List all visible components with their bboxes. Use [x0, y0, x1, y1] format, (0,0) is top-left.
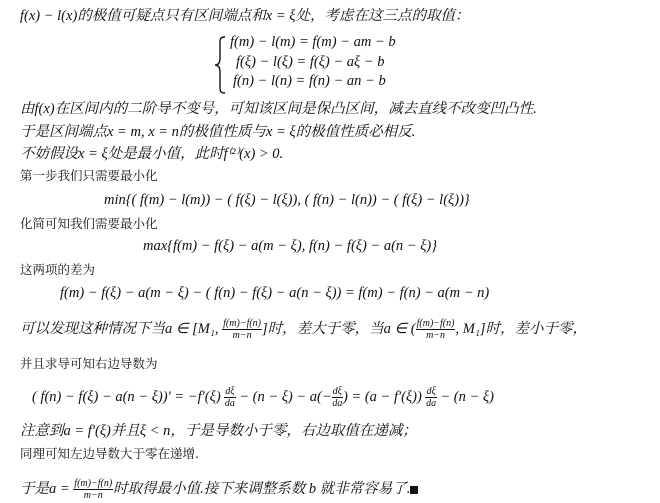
qed-square-icon: [410, 486, 418, 494]
sign-analysis-part-a: 可以发现这种情况下当a ∈ [M₁,: [20, 320, 219, 337]
text-line-simplify: 化简可知我们需要最小化: [20, 216, 158, 231]
equation-difference: f(m) − f(ξ) − a(m − ξ) − ( f(n) − f(ξ) − a(n − ξ)) = f(m) − f(n) − a(m − n): [60, 285, 490, 301]
fraction-slope: $\frac{f(m)-f(n)}{m-n}$: [223, 318, 262, 341]
text-line-conclusion: 于是a = $\frac{f(m)-f(n)}{m-n}$ 时取得最小值.接下来调整系数 b 就非常容易了.: [20, 478, 418, 501]
text-line-extrema-candidates: f(x) − l(x)的极值可疑点只有区间端点和x = ξ处，考虑在这三点的取值：: [20, 8, 470, 24]
equation-min: min{( f(m) − l(m)) − ( f(ξ) − l(ξ)), ( f(n) − l(n)) − ( f(ξ) − l(ξ))}: [104, 192, 470, 208]
equation-max: max{f(m) − f(ξ) − a(m − ξ), f(n) − f(ξ) − a(n − ξ)}: [143, 238, 438, 254]
sign-analysis-part-c: , M₁]时，差小于零，: [455, 320, 587, 337]
text-line-difference: 这两项的差为: [20, 262, 96, 277]
fraction-final: $\frac{f(m)-f(n)}{m-n}$: [74, 478, 113, 501]
system-brace: [214, 36, 224, 92]
text-line-sign-analysis: [20, 318, 587, 341]
text-line-convexity: 由f(x)在区间内的二阶导不变号，可知该区间是保凸区间，减去直线不改变凹凸性.: [20, 101, 537, 117]
equation-f-m: f(m) − l(m) = f(m) − am − b: [230, 34, 396, 50]
equation-derivative: ( f(n) − f(ξ) − a(n − ξ))′ = −f′(ξ) $\frac{d\xi}{da}$ − (n − ξ) − a(− $\frac{d\xi}{da}$ ) = (a − f′(ξ)) $\frac{d\xi}{da}$ − (n − ξ): [32, 386, 494, 409]
fraction-dxi-da-3: $\frac{d\xi}{da}$: [426, 386, 437, 409]
fraction-slope-2: $\frac{f(m)-f(n)}{m-n}$: [416, 318, 455, 341]
fraction-dxi-da-1: $\frac{d\xi}{da}$: [224, 386, 235, 409]
text-line-endpoints: 于是区间端点x = m, x = n的极值性质与x = ξ的极值性质必相反.: [20, 124, 416, 140]
text-line-note: 注意到a = f′(ξ)并且ξ < n，于是导数小于零，右边取值在递减；: [20, 423, 417, 439]
text-line-derivative: 并且求导可知右边导数为: [20, 356, 158, 371]
fraction-dxi-da-2: $\frac{d\xi}{da}$: [332, 386, 343, 409]
text-line-assume-minimum: 不妨假设x = ξ处是最小值，此时f⁽²⁾(x) > 0.: [20, 146, 284, 162]
equation-f-xi: f(ξ) − l(ξ) = f(ξ) − aξ − b: [236, 54, 385, 70]
sign-analysis-part-b: ]时，差大于零，当a ∈ (: [262, 320, 416, 337]
equation-f-n: f(n) − l(n) = f(n) − an − b: [233, 73, 386, 89]
text-line-step-one: 第一步我们只需要最小化: [20, 168, 158, 183]
text-line-left-derivative: 同理可知左边导数大于零在递增.: [20, 446, 199, 461]
